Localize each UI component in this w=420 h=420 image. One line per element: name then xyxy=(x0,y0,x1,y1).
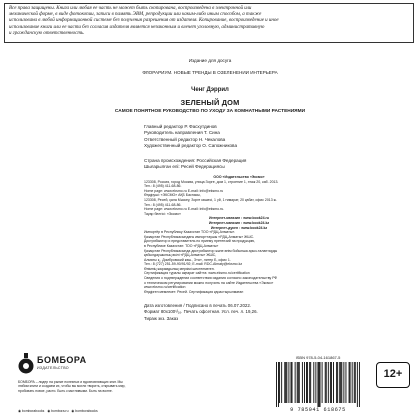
credit-line: Ответственный редактор Н. Чекалова xyxy=(144,136,226,142)
copyright-notice xyxy=(4,3,414,43)
publisher-address-line: Тел.: 8 (495) 411-68-86. xyxy=(144,202,182,207)
barcode-bar xyxy=(298,362,299,403)
barcode-bar xyxy=(284,362,285,403)
barcode-bar xyxy=(292,362,293,403)
barcode-bar xyxy=(343,362,344,403)
print-date: Дата изготовления / Подписано в печать 06.07.2022. xyxy=(144,303,251,308)
publisher-address-line: Home page: www.eksmo.ru E-mail: info@eksmo.ru xyxy=(144,188,224,193)
distribution-line: Өнімнің жарамдылық мерзімі шектелмеген. xyxy=(144,266,215,271)
barcode-bar xyxy=(285,362,286,403)
book-title: ЗЕЛЕНЫЙ ДОМ xyxy=(180,98,240,107)
distribution-line: Сведения о подтверждении соответствия издания согласно законодательству РФ xyxy=(144,276,278,281)
print-format: Формат 80x100¹/₁₆. Печать офсетная. Усл. печ. л. 19,26. xyxy=(144,309,258,315)
internet-store-kz2: Интернет-дүкен : www.book24.kz xyxy=(210,225,268,230)
series-name: ФЛОРАРИУМ. НОВЫЕ ТРЕНДЫ В ОЗЕЛЕНЕНИИ ИНТЕРЬЕРА xyxy=(142,70,278,75)
distribution-line: қабылдаушының өкілі «РДЦ-Алматы» ЖШС, xyxy=(144,253,217,258)
publisher-address-line: 123308, Россия, город Москва, улица Зорге, дом 1, строение 1, этаж 20, каб. 2013. xyxy=(144,179,279,184)
barcode-bar xyxy=(307,362,308,403)
barcode-bar xyxy=(319,362,320,407)
country-of-origin xyxy=(144,158,246,171)
barcode-image xyxy=(276,362,360,407)
distribution-line: в Республике Казахстан: ТОО «РДЦ-Алматы» xyxy=(144,243,219,248)
distribution-line: Қазақстан Республикасында дистрибьютор және өнім бойынша арыз-талаптарды xyxy=(144,248,278,253)
publisher-address-line: 123308, Ресей, қала Мәскеу, Зорге көшесі, 1 үй, 1 ғимарат, 20 қабат, офис 2013 ж. xyxy=(144,197,277,202)
barcode-bar xyxy=(345,362,346,403)
barcode-bar xyxy=(333,362,334,403)
bombora-logo xyxy=(18,352,98,376)
editorial-credits xyxy=(144,124,237,150)
barcode-bar xyxy=(310,362,311,403)
publisher-address-line: Тел.: 8 (495) 411-68-86. xyxy=(144,184,182,189)
barcode-bar xyxy=(320,362,321,407)
distribution-line: Сертификация туралы ақпарат сайтта: www.eksmo.ru/certification xyxy=(144,271,250,276)
barcode-block xyxy=(276,355,366,415)
bombora-bomb-icon xyxy=(18,352,34,374)
barcode-bar xyxy=(313,362,314,403)
copyright-line: использована в любой информационной системе без получения разрешения от издателя. Копирование, воспроизведение и иное xyxy=(9,18,279,24)
barcode-bar xyxy=(354,362,355,403)
barcode-bar xyxy=(336,362,337,403)
barcode-bar xyxy=(340,362,341,403)
barcode-bar xyxy=(339,362,340,403)
web-icon: ◉ xyxy=(47,409,51,413)
barcode-bar xyxy=(295,362,296,403)
barcode-digits: 9 785041 618675 xyxy=(290,407,346,413)
distribution-line: Импортёр в Республику Казахстан ТОО «РДЦ-Алматы». xyxy=(144,230,236,235)
barcode-bar xyxy=(337,362,338,403)
barcode-bar xyxy=(281,362,282,403)
distribution-line: Қазақстан Республикасындағы импорттаушы «РДЦ-Алматы» ЖШС. xyxy=(144,234,255,239)
credit-line: Главный редактор Р. Фасхутдинов xyxy=(144,124,217,129)
distribution-line: Дистрибьютор и представитель по приему претензий на продукцию, xyxy=(144,239,256,244)
barcode-bar xyxy=(325,362,326,403)
barcode-bar xyxy=(326,362,327,403)
barcode-bar xyxy=(357,362,358,407)
barcode-bar xyxy=(341,362,342,403)
copyright-line: и гражданскую ответственность. xyxy=(9,30,85,36)
copyright-line: Все права защищены. Книга или любая ее часть не может быть скопирована, воспроизведена в электронной или xyxy=(9,6,252,11)
barcode-bar xyxy=(279,362,280,403)
publisher-name: ООО «Издательство «Эксмо» xyxy=(213,175,265,179)
print-run: Тираж экз. Заказ xyxy=(144,315,179,321)
social-handle[interactable]: bomborabooks xyxy=(21,409,45,413)
barcode-bar xyxy=(349,362,350,403)
barcode-bar xyxy=(359,362,360,407)
distribution-line: Тел.: 8 (727) 251-59-90/91/92; E-mail: RDC-Almaty@eksmo.kz xyxy=(144,262,243,267)
publisher-address-line: Тауар белгісі: «Эксмо» xyxy=(144,211,181,216)
barcode-bar xyxy=(330,362,331,403)
barcode-bar xyxy=(286,362,287,403)
distribution-line: www.eksmo.ru/certification xyxy=(144,285,186,290)
origin-line: Страна происхождения: Российская Федерация xyxy=(144,158,247,163)
barcode-bar xyxy=(304,362,305,403)
barcode-bar xyxy=(306,362,307,403)
distribution-line: о техническом регулировании можно получить на сайте Издательства «Эксмо» xyxy=(144,280,274,285)
barcode-bar xyxy=(288,362,289,403)
publisher-address-line: Өндіруші: «ЭКСМО» АҚБ Баспасы, xyxy=(144,193,201,198)
barcode-bar xyxy=(278,362,279,407)
copyright-line: использование книги или ее части без согласия издателя является незаконным и влечет уголовную, административную xyxy=(9,24,265,30)
barcode-bar xyxy=(297,362,298,403)
barcode-bar xyxy=(315,362,316,403)
social-handle[interactable]: bombora.ru xyxy=(51,409,69,413)
age-rating-badge: 12+ xyxy=(376,362,410,388)
book-subtitle: САМОЕ ПОНЯТНОЕ РУКОВОДСТВО ПО УХОДУ ЗА КОМНАТНЫМИ РАСТЕНИЯМИ xyxy=(114,109,306,114)
origin-line: Шығарылған елі: Ресей Федерациясы xyxy=(144,164,225,170)
instagram-icon: ◉ xyxy=(18,409,21,413)
barcode-bar xyxy=(276,362,277,407)
publisher-info xyxy=(144,175,334,294)
logo-tagline: ИЗДАТЕЛЬСТВО xyxy=(37,366,69,370)
publisher-address-line: Home page: www.eksmo.ru E-mail: info@eksmo.ru. xyxy=(144,207,225,212)
barcode-bar xyxy=(291,362,292,403)
barcode-bar xyxy=(352,362,353,403)
internet-store-kz: Интернет-магазин : www.book24.kz xyxy=(208,220,270,225)
barcode-bar xyxy=(350,362,351,403)
logo-name: БОМБОРА xyxy=(37,355,87,365)
barcode-bar xyxy=(322,362,323,403)
copyright-line: механической форме, в виде фотокопии, записи в память ЭВМ, репродукции или каким-либо иным способом, а также xyxy=(9,12,262,18)
vk-icon: ◉ xyxy=(71,409,75,413)
publisher-description: БОМБОРА – лидер на рынке полезных и вдохновляющих книг. Мы любим книги и создаем их, чтобы вы могли творить, открывать мир, пробовать новое, расти. Быть счастливыми. Быть на волне. xyxy=(18,380,126,393)
print-details xyxy=(144,303,258,322)
social-links xyxy=(18,409,98,413)
barcode-bar xyxy=(355,362,356,403)
barcode-bar xyxy=(309,362,310,403)
barcode-bar xyxy=(302,362,303,403)
author-name: Ченг Дэррил xyxy=(191,87,229,93)
barcode-bar xyxy=(317,362,318,407)
credit-line: Художественный редактор О. Сапожникова xyxy=(144,143,238,149)
distribution-line: Алматы қ., Домбровский көш., 3«а», литер Б, офис 1. xyxy=(144,257,231,262)
barcode-bar xyxy=(328,362,329,403)
edition-type: Издание для досуга xyxy=(188,58,232,63)
barcode-bar xyxy=(299,362,300,403)
distribution-line: Өндірген мемлекет: Ресей. Сертификация қарастырылмаған xyxy=(144,289,244,294)
barcode-bar xyxy=(331,362,332,403)
credit-line: Руководитель направления Т. Сина xyxy=(144,130,220,136)
internet-store: Интернет-магазин : www.book24.ru xyxy=(208,216,270,221)
isbn-number: ISBN 978-5-04-161867-5 xyxy=(295,355,341,360)
social-handle[interactable]: bomborabooks xyxy=(75,409,98,413)
